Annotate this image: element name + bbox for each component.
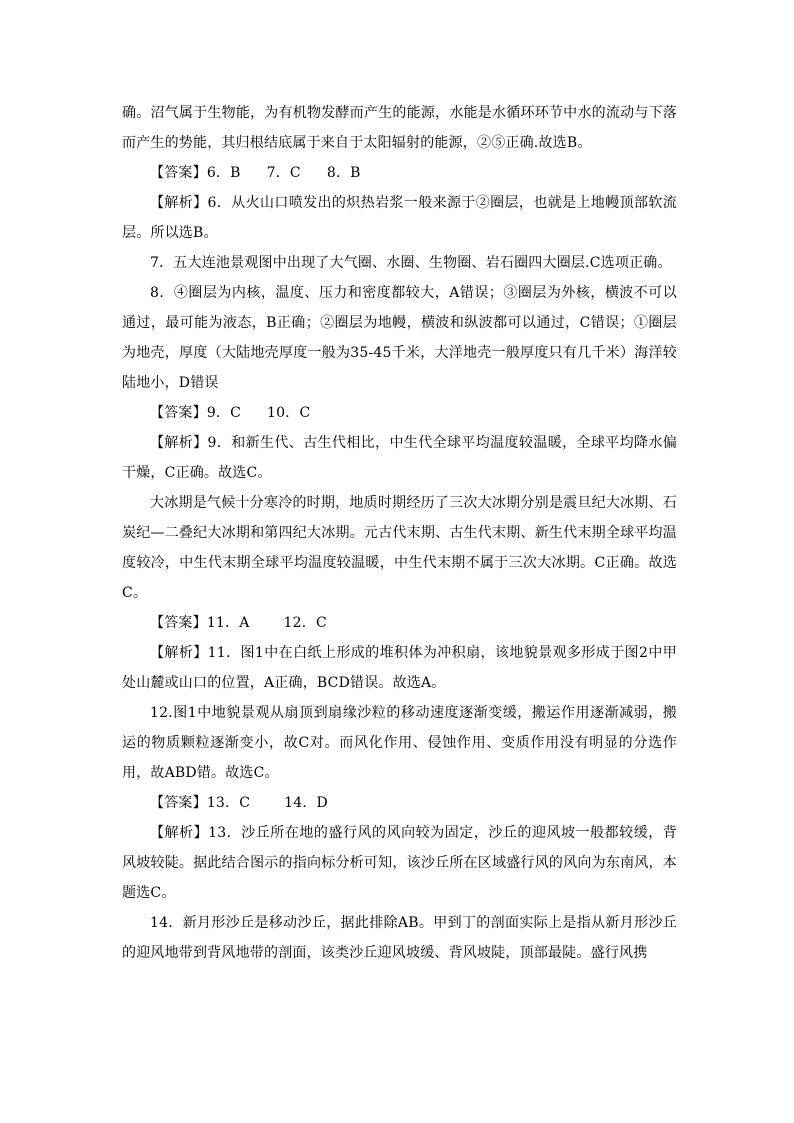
paragraph-continuation: 确。沼气属于生物能，为有机物发酵而产生的能源，水能是水循环环节中水的流动与下落而产生的势能，其归根结底属于来自于太阳辐射的能源，②⑤正确.故选B。 — [122, 105, 677, 151]
answer-label: 【答案】 — [150, 615, 207, 631]
analysis-10: 大冰期是气候十分寒冷的时期，地质时期经历了三次大冰期分别是震旦纪大冰期、石炭纪—二叠纪大冰期和第四纪大冰期。元古代末期、古生代末期、新生代末期全球平均温度较冷，中生代末期全球平均温度较温暖，中生代末期不属于三次大冰期。C正确。故选C。 — [122, 495, 677, 601]
document-body — [122, 98, 677, 968]
answer-line-9-10 — [122, 398, 677, 428]
answer-item: 11．A — [206, 615, 250, 631]
answer-line-13-14 — [122, 788, 677, 818]
analysis-9: 【解析】9．和新生代、古生代相比，中生代全球平均温度较温暖，全球平均降水偏干燥，C正确。故选C。 — [122, 435, 677, 481]
answer-item: 6．B — [206, 165, 241, 181]
answer-item: 7．C — [266, 165, 301, 181]
answer-line-11-12 — [122, 608, 677, 638]
answer-item: 12．C — [283, 615, 327, 631]
analysis-13: 【解析】13．沙丘所在地的盛行风的风向较为固定，沙丘的迎风坡一般都较缓，背风坡较陡。据此结合图示的指向标分析可知，该沙丘所在区域盛行风的风向为东南风，本题选C。 — [122, 825, 677, 901]
analysis-12: 12.图1中地貌景观从扇顶到扇缘沙粒的移动速度逐渐变缓，搬运作用逐渐减弱，搬运的物质颗粒逐渐变小，故C对。而风化作用、侵蚀作用、变质作用没有明显的分选作用，故ABD错。故选C。 — [122, 705, 677, 781]
analysis-14: 14．新月形沙丘是移动沙丘，据此排除AB。甲到丁的剖面实际上是指从新月形沙丘的迎风地带到背风地带的剖面，该类沙丘迎风坡缓、背风坡陡，顶部最陡。盛行风携 — [122, 915, 677, 961]
answer-item: 10．C — [267, 405, 311, 421]
analysis-6: 【解析】6．从火山口喷发出的炽热岩浆一般来源于②圈层，也就是上地幔顶部软流层。所以选B。 — [122, 195, 677, 241]
analysis-7: 7．五大连池景观图中出现了大气圈、水圈、生物圈、岩石圈四大圈层.C选项正确。 — [150, 255, 672, 271]
analysis-8: 8．④圈层为内核，温度、压力和密度都较大，A错误；③圈层为外核，横波不可以通过，最可能为液态，B正确；②圈层为地幔，横波和纵波都可以通过，C错误；①圈层为地壳，厚度（大陆地壳厚度一般为35-45千米，大洋地壳一般厚度只有几千米）海洋较陆地小，D错误 — [122, 285, 677, 391]
answer-item: 8．B — [326, 165, 361, 181]
answer-label: 【答案】 — [150, 405, 207, 421]
answer-label: 【答案】 — [150, 165, 207, 181]
answer-item: 14．D — [284, 795, 328, 811]
answer-line-6-8 — [122, 158, 677, 188]
answer-item: 13．C — [206, 795, 251, 811]
analysis-11: 【解析】11．图1中在白纸上形成的堆积体为冲积扇，该地貌景观多形成于图2中甲处山麓或山口的位置，A正确，BCD错误。故选A。 — [122, 645, 677, 691]
answer-item: 9．C — [206, 405, 242, 421]
answer-label: 【答案】 — [150, 795, 207, 811]
